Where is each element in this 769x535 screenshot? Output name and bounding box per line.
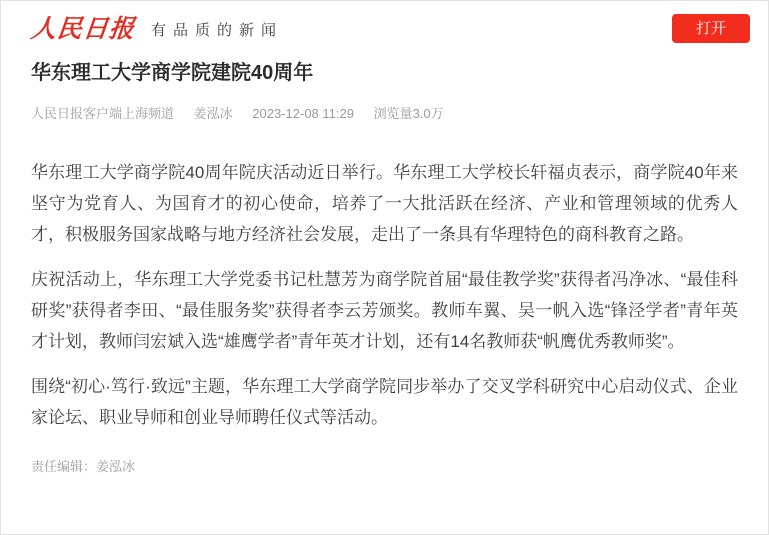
site-tagline: 有品质的新闻 <box>151 22 284 39</box>
site-header <box>1 1 768 45</box>
meta-author: 姜泓冰 <box>193 106 233 121</box>
meta-view-count: 浏览量3.0万 <box>373 106 444 121</box>
meta-datetime: 2023-12-08 11:29 <box>252 106 354 121</box>
article-body <box>1 59 768 434</box>
editor-credit: 责任编辑：姜泓冰 <box>31 458 136 474</box>
article-paragraph: 庆祝活动上，华东理工大学党委书记杜慧芳为商学院首届“最佳教学奖”获得者冯净冰、“最佳科研奖”获得者李田、“最佳服务奖”获得者李云芳颁奖。教师车翼、吴一帆入选“锋泾学者”青年英才计划，教师闫宏斌入选“雄鹰学者”青年英才计划，还有14名教师获“帆鹰优秀教师奖”。 <box>31 269 738 351</box>
open-app-button[interactable]: 打开 <box>672 14 750 43</box>
article-content <box>31 158 738 434</box>
article-paragraph: 华东理工大学商学院40周年院庆活动近日举行。华东理工大学校长轩福贞表示，商学院40年来坚守为党育人、为国育才的初心使命，培养了一大批活跃在经济、产业和管理领域的优秀人才，积极服务国家战略与地方经济社会发展，走出了一条具有华理特色的商科教育之路。 <box>31 163 738 244</box>
meta-source: 人民日报客户端上海频道 <box>31 106 175 121</box>
article-title: 华东理工大学商学院建院40周年 <box>31 62 314 84</box>
article-meta <box>31 103 738 122</box>
peoples-daily-logo[interactable]: 人民日报 <box>29 14 137 43</box>
article-paragraph: 围绕“初心·笃行·致远”主题，华东理工大学商学院同步举办了交叉学科研究中心启动仪式、企业家论坛、职业导师和创业导师聘任仪式等活动。 <box>31 376 738 427</box>
